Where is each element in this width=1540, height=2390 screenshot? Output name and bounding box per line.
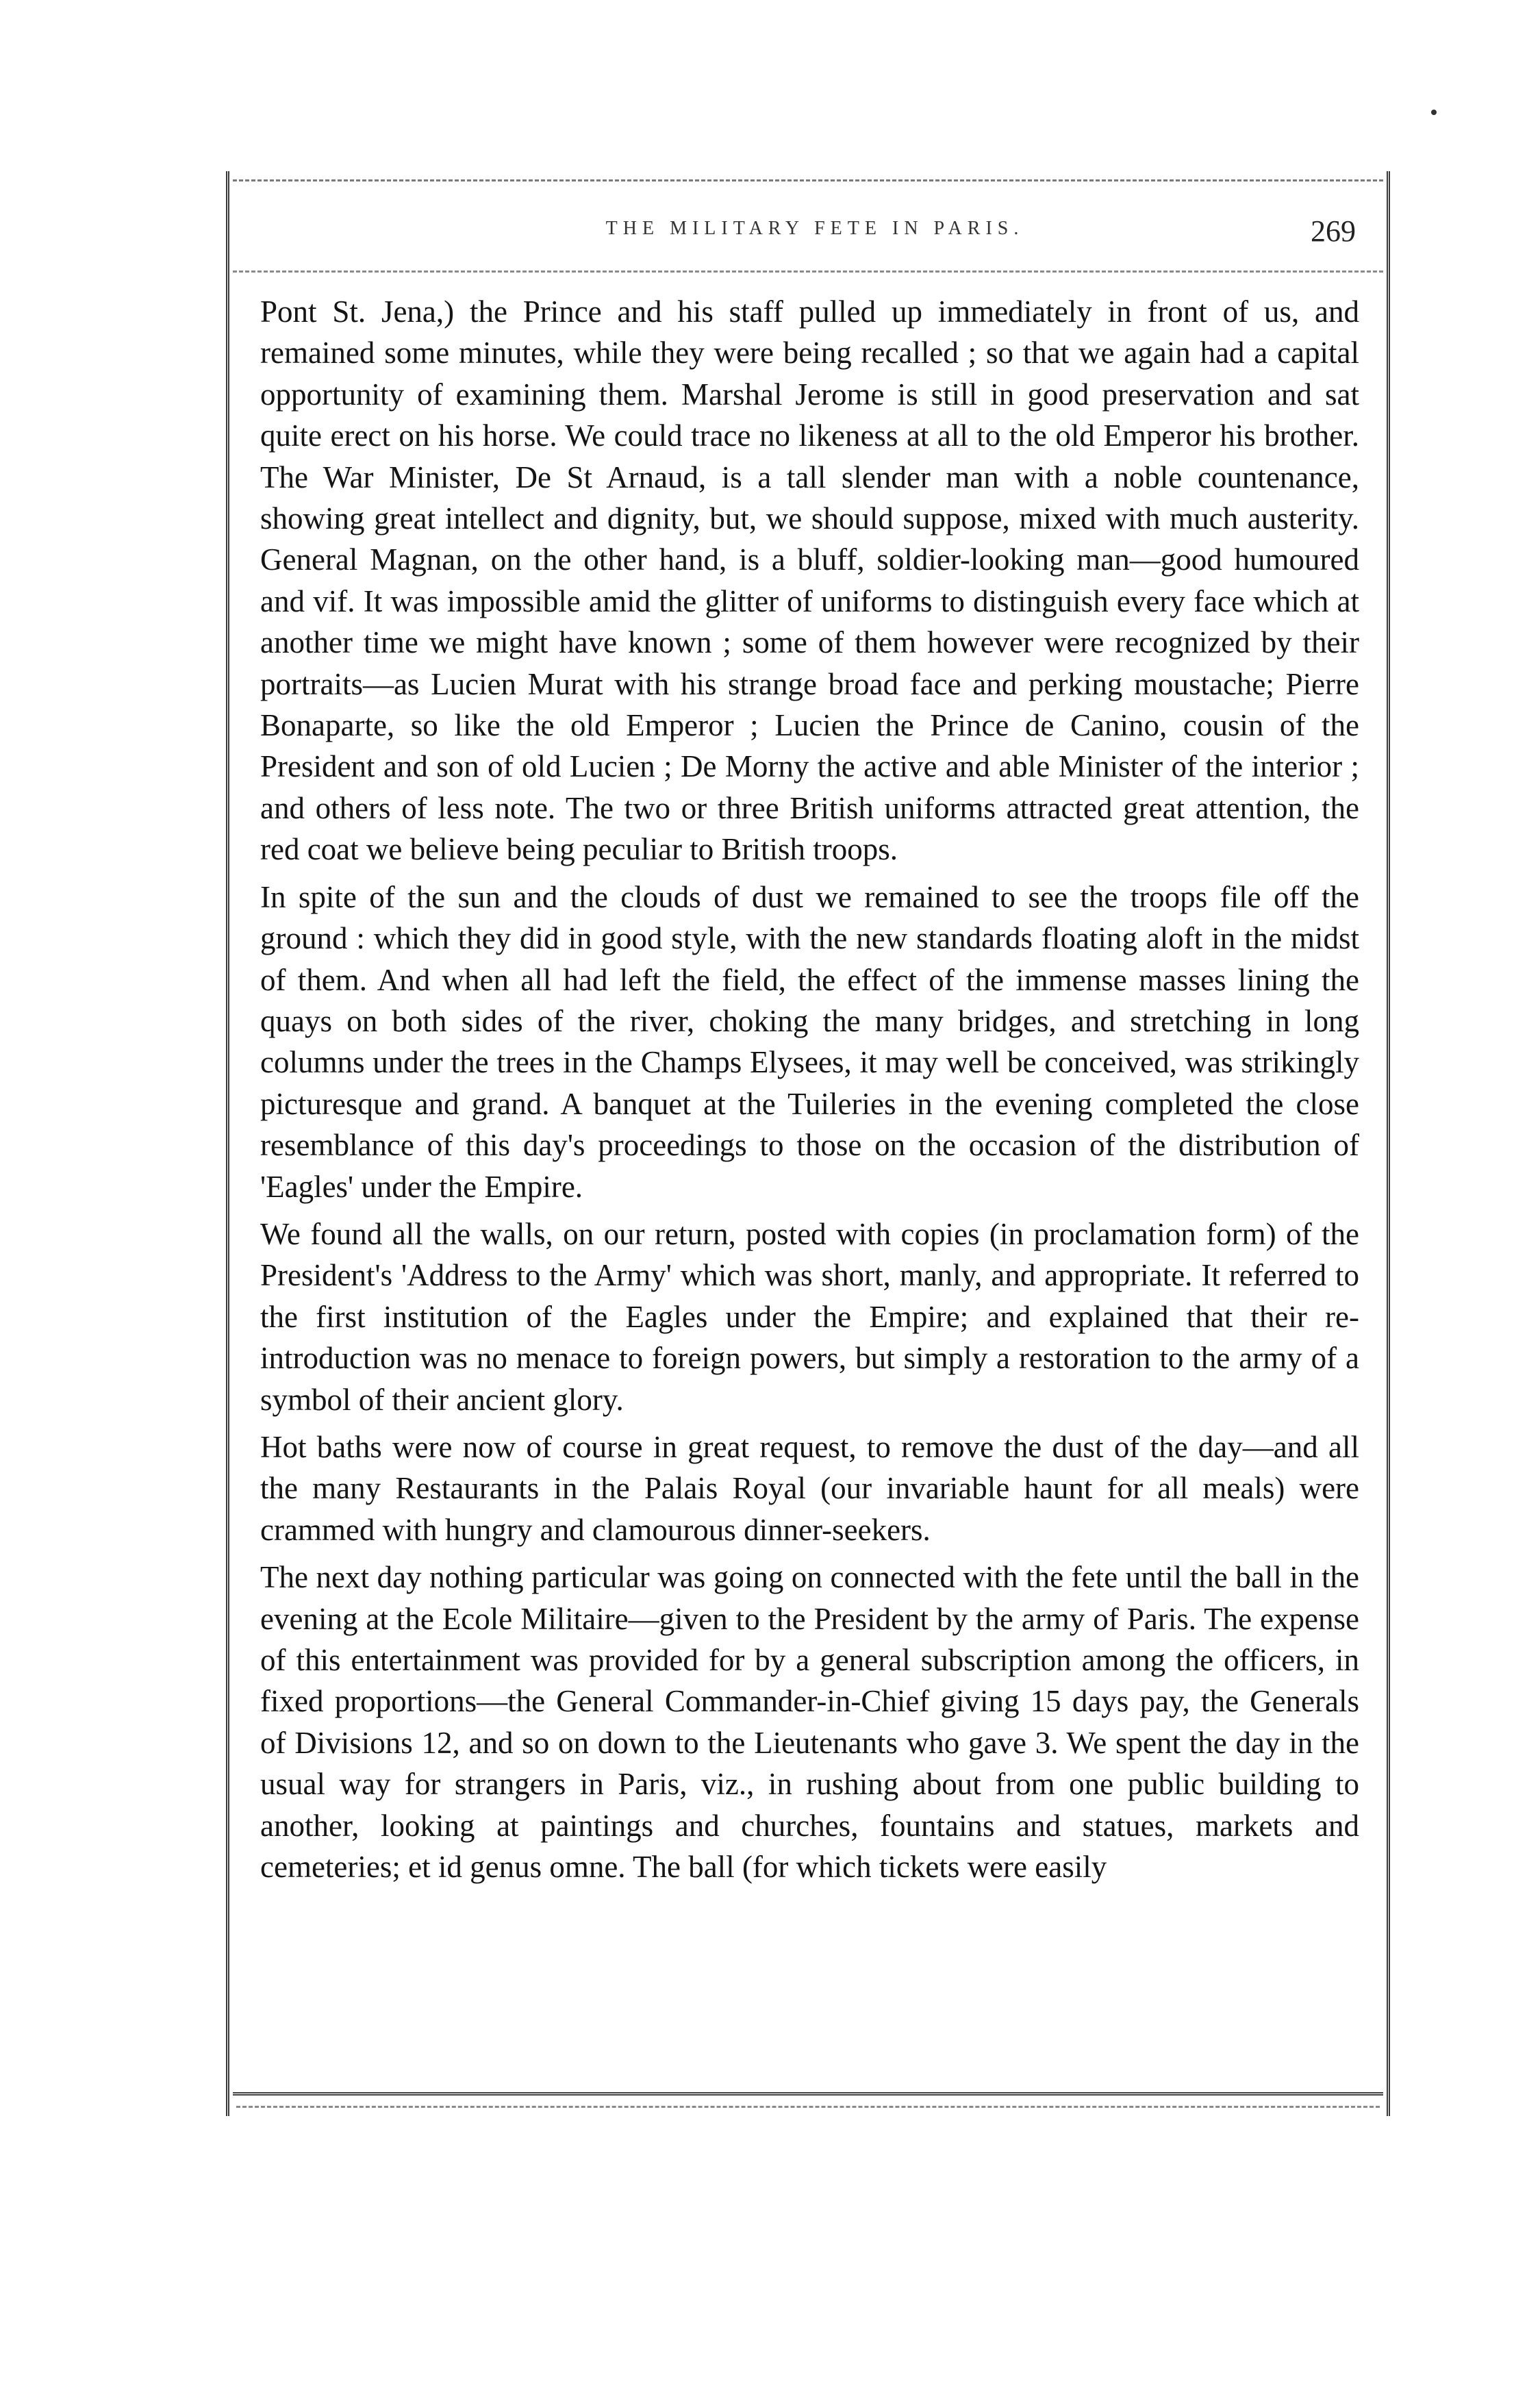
top-rule [233, 179, 1383, 181]
paragraph-4: Hot baths were now of course in great request, to remove the dust of the day—and all the many Restaurants in the Palais Royal (our invariable haunt for all meals) were crammed with hungry and clamourous dinner-seekers. [260, 1429, 1359, 1547]
running-title: THE MILITARY FETE IN PARIS. [605, 218, 1024, 239]
paragraph-2: In spite of the sun and the clouds of dust we remained to see the troops file off the ground : which they did in good style, with the new standards floating aloft in the midst of them. And when all had left the field, the effect of the immense masses lining the quays on both sides of the river, choking the many bridges, and stretching in long columns under the trees in the Champs Elysees, it may well be conceived, was strikingly picturesque and grand. A banquet at the Tuileries in the evening completed the close resemblance of this day's proceedings to those on the occasion of the distribution of 'Eagles' under the Empire. [260, 879, 1359, 1204]
paragraph-3: We found all the walls, on our return, posted with copies (in proclamation form) of the President's 'Address to the Army' which was short, manly, and appropriate. It referred to the first institution of the Eagles under the Empire; and explained that their re-introduction was no menace to foreign powers, but simply a restoration to the army of a symbol of their ancient glory. [260, 1216, 1359, 1417]
paragraph-5: The next day nothing particular was going on connected with the fete until the ball in the evening at the Ecole Militaire—given to the President by the army of Paris. The expense of this entertainment was provided for by a general subscription among the officers, in fixed proportions—the General Commander-in-Chief giving 15 days pay, the Generals of Divisions 12, and so on down to the Lieutenants who gave 3. We spent the day in the usual way for strangers in Paris, viz., in rushing about from one public building to another, looking at paintings and churches, fountains and statues, markets and cemeteries; et id genus omne. The ball (for which tickets were easily [260, 1560, 1359, 1885]
bottom-rule-secondary [236, 2106, 1380, 2108]
page-number: 269 [1311, 214, 1356, 248]
bottom-rule [233, 2092, 1383, 2096]
stray-ink-dot [1431, 110, 1437, 115]
paragraph-1: Pont St. Jena,) the Prince and his staff pulled up immediately in front of us, and remained some minutes, while they were being recalled ; so that we again had a capital opportunity of examining them. Marshal Jerome is still in good preservation and sat quite erect on his horse. We could trace no likeness at all to the old Emperor his brother. The War Minister, De St Arnaud, is a tall slender man with a noble countenance, showing great intellect and dignity, but, we should suppose, mixed with much austerity. General Magnan, on the other hand, is a bluff, soldier-looking man—good humoured and vif. It was impossible amid the glitter of uniforms to distinguish every face which at another time we might have known ; some of them however were recognized by their portraits—as Lucien Murat with his strange broad face and perking moustache; Pierre Bonaparte, so like the old Emperor ; Lucien the Prince de Canino, cousin of the President and son of old Lucien ; De Morny the active and able Minister of the interior ; and others of less note. The two or three British uniforms attracted great attention, the red coat we believe being peculiar to British troops. [260, 294, 1359, 867]
body-text [260, 291, 1359, 1887]
running-head [260, 214, 1369, 259]
header-rule [233, 271, 1383, 273]
